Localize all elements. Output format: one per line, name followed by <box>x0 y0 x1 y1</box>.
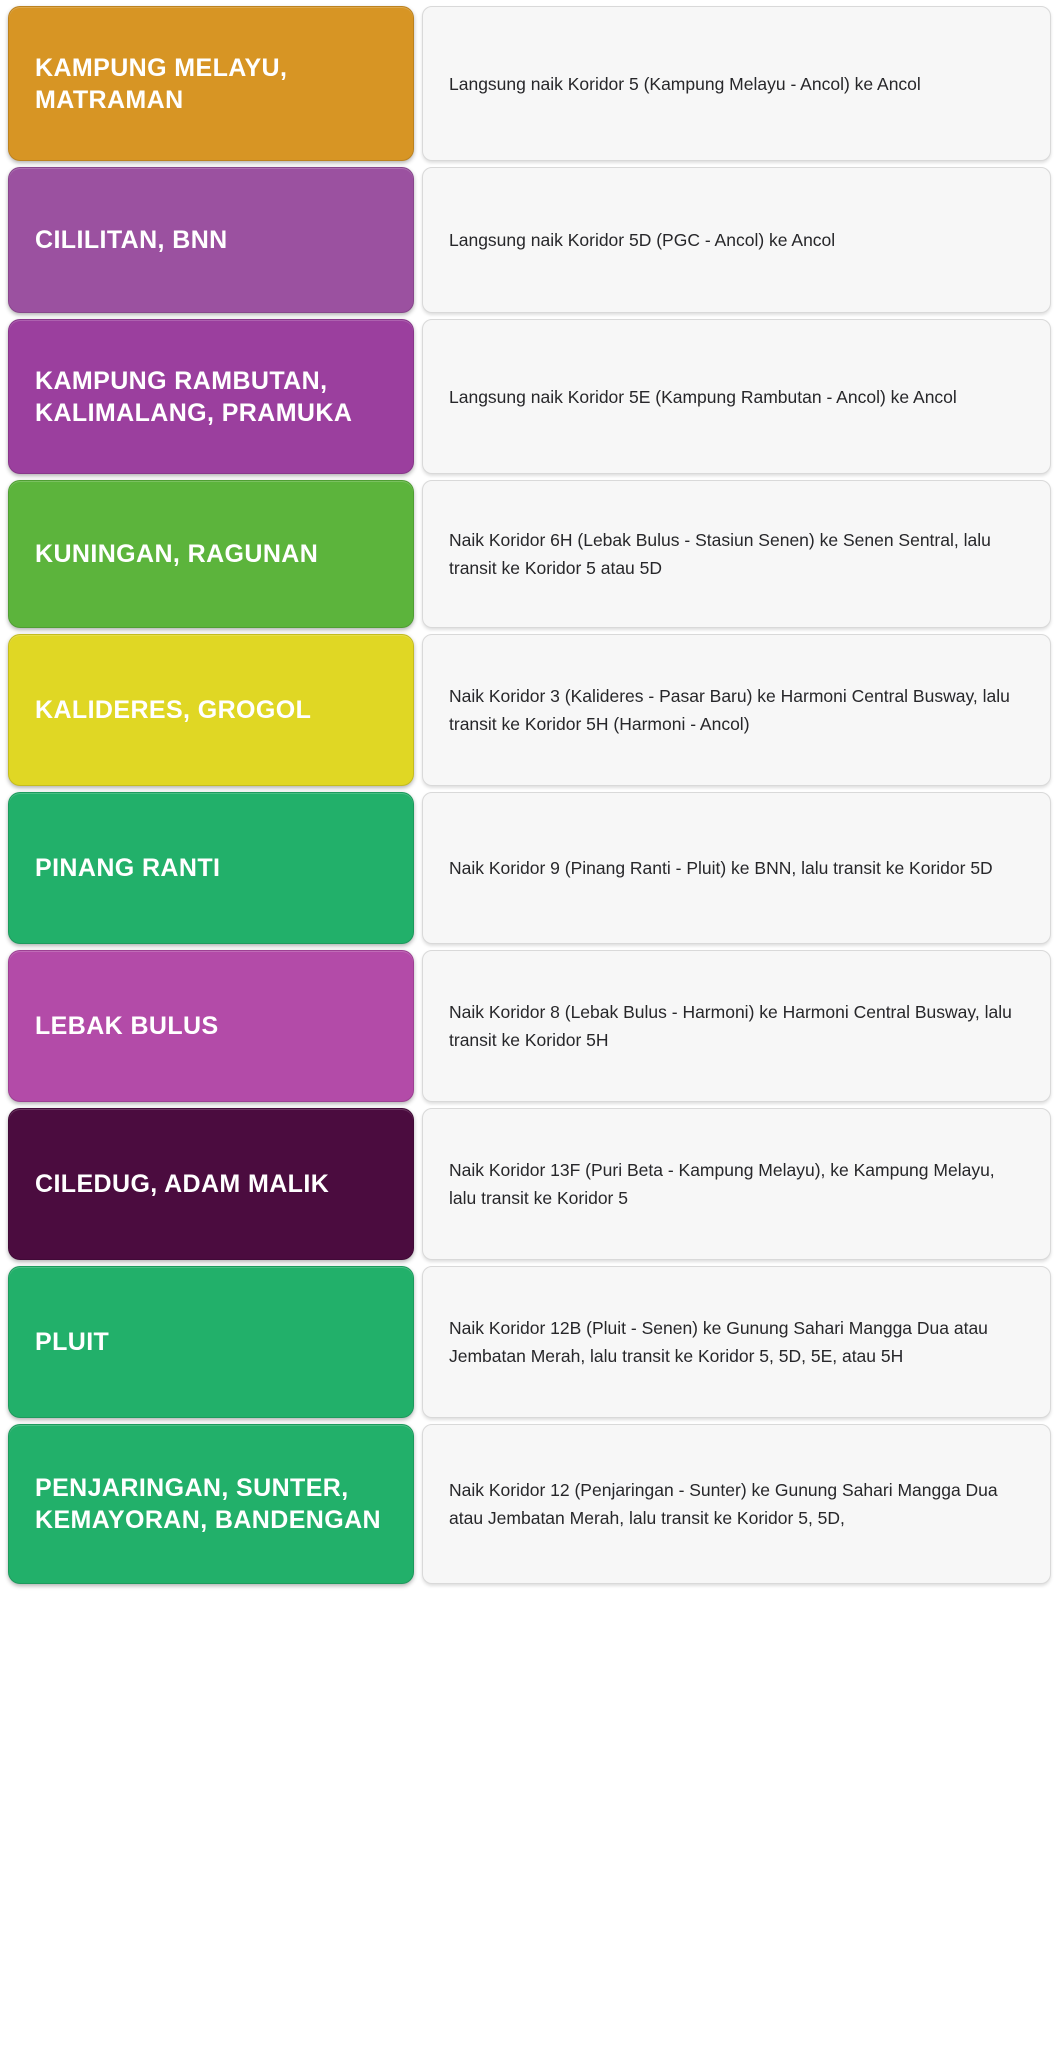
table-row <box>8 1266 1051 1418</box>
table-row <box>8 634 1051 786</box>
origin-cell[interactable]: PENJARINGAN, SUNTER, KEMAYORAN, BANDENGAN <box>8 1424 414 1584</box>
origin-cell[interactable]: PINANG RANTI <box>8 792 414 944</box>
instruction-text: Naik Koridor 9 (Pinang Ranti - Pluit) ke BNN, lalu transit ke Koridor 5D <box>449 858 993 878</box>
table-row <box>8 6 1051 161</box>
instruction-cell <box>422 792 1051 944</box>
origin-cell[interactable]: KALIDERES, GROGOL <box>8 634 414 786</box>
instruction-cell <box>422 950 1051 1102</box>
table-row <box>8 792 1051 944</box>
table-row <box>8 480 1051 628</box>
instruction-text: Langsung naik Koridor 5D (PGC - Ancol) ke Ancol <box>449 230 836 250</box>
instruction-text: Naik Koridor 8 (Lebak Bulus - Harmoni) ke Harmoni Central Busway, lalu transit ke Koridor 5H <box>449 1002 1012 1050</box>
instruction-text: Naik Koridor 12 (Penjaringan - Sunter) ke Gunung Sahari Mangga Dua atau Jembatan Merah, lalu transit ke Koridor 5, 5D, <box>449 1480 998 1528</box>
origin-cell[interactable]: CILILITAN, BNN <box>8 167 414 313</box>
instruction-cell <box>422 1424 1051 1584</box>
origin-cell[interactable]: LEBAK BULUS <box>8 950 414 1102</box>
table-row <box>8 1108 1051 1260</box>
origin-cell[interactable]: KAMPUNG RAMBUTAN, KALIMALANG, PRAMUKA <box>8 319 414 474</box>
origin-cell[interactable]: KUNINGAN, RAGUNAN <box>8 480 414 628</box>
table-row <box>8 950 1051 1102</box>
instruction-text: Langsung naik Koridor 5E (Kampung Rambutan - Ancol) ke Ancol <box>449 386 957 407</box>
instruction-cell <box>422 634 1051 786</box>
instruction-cell <box>422 319 1051 474</box>
instruction-cell <box>422 167 1051 313</box>
instruction-cell <box>422 1108 1051 1260</box>
instruction-text: Naik Koridor 12B (Pluit - Senen) ke Gunung Sahari Mangga Dua atau Jembatan Merah, lalu transit ke Koridor 5, 5D, 5E, atau 5H <box>449 1318 988 1366</box>
table-row <box>8 1424 1051 1584</box>
table-row <box>8 167 1051 313</box>
instruction-text: Naik Koridor 13F (Puri Beta - Kampung Melayu), ke Kampung Melayu, lalu transit ke Koridor 5 <box>449 1160 995 1208</box>
table-row <box>8 319 1051 474</box>
instruction-cell <box>422 1266 1051 1418</box>
origin-cell[interactable]: CILEDUG, ADAM MALIK <box>8 1108 414 1260</box>
instruction-text: Naik Koridor 3 (Kalideres - Pasar Baru) ke Harmoni Central Busway, lalu transit ke Koridor 5H (Harmoni - Ancol) <box>449 686 1010 734</box>
origin-cell[interactable]: KAMPUNG MELAYU, MATRAMAN <box>8 6 414 161</box>
origin-cell[interactable]: PLUIT <box>8 1266 414 1418</box>
instruction-text: Langsung naik Koridor 5 (Kampung Melayu - Ancol) ke Ancol <box>449 73 921 94</box>
instruction-cell <box>422 480 1051 628</box>
instruction-text: Naik Koridor 6H (Lebak Bulus - Stasiun Senen) ke Senen Sentral, lalu transit ke Koridor 5 atau 5D <box>449 530 991 578</box>
instruction-cell <box>422 6 1051 161</box>
